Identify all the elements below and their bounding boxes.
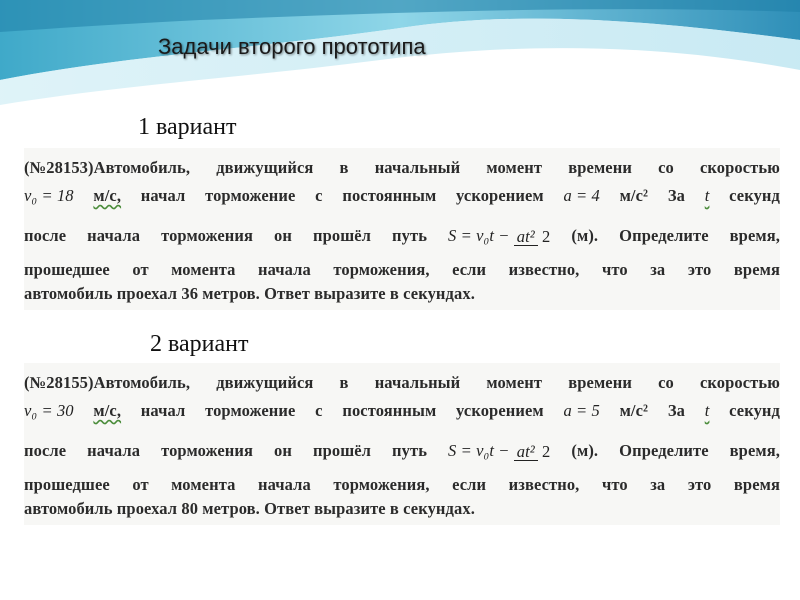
acceleration: a = 5 <box>563 401 600 420</box>
problem-1-card <box>24 148 780 310</box>
problem-1-line-2: v₀ = 18 м/с, начал торможение с постоянным ускорением a = 4 м/с² За t секунд <box>24 186 780 205</box>
problem-1-line-1: (№28153)Автомобиль, движущийся в начальный момент времени со скоростью <box>24 158 780 177</box>
distance-formula: S = v₀t − at² 2 <box>448 441 551 462</box>
problem-1-line-3: после начала торможения он прошёл путь S = v₀t − at² 2 (м). Определите время, <box>24 226 780 247</box>
acceleration: a = 4 <box>563 186 600 205</box>
problem-2-card <box>24 363 780 525</box>
problem-2-line-1: (№28155)Автомобиль, движущийся в начальный момент времени со скоростью <box>24 373 780 392</box>
problem-2-line-5: автомобиль проехал 80 метров. Ответ выразите в секундах. <box>24 499 475 518</box>
distance-formula: S = v₀t − at² 2 <box>448 226 551 247</box>
problem-2-line-4: прошедшее от момента начала торможения, если известно, что за это время <box>24 475 780 494</box>
slide-title: Задачи второго прототипа <box>158 34 426 59</box>
variant-2-label: 2 вариант <box>150 331 249 357</box>
variant-1-label: 1 вариант <box>138 114 237 140</box>
problem-2-line-2: v₀ = 30 м/с, начал торможение с постоянным ускорением a = 5 м/с² За t секунд <box>24 401 780 420</box>
problem-1-line-5: автомобиль проехал 36 метров. Ответ выразите в секундах. <box>24 284 475 303</box>
initial-velocity: v₀ = 18 <box>24 186 74 205</box>
problem-1-line-4: прошедшее от момента начала торможения, если известно, что за это время <box>24 260 780 279</box>
problem-2-line-3: после начала торможения он прошёл путь S = v₀t − at² 2 (м). Определите время, <box>24 441 780 462</box>
initial-velocity: v₀ = 30 <box>24 401 74 420</box>
